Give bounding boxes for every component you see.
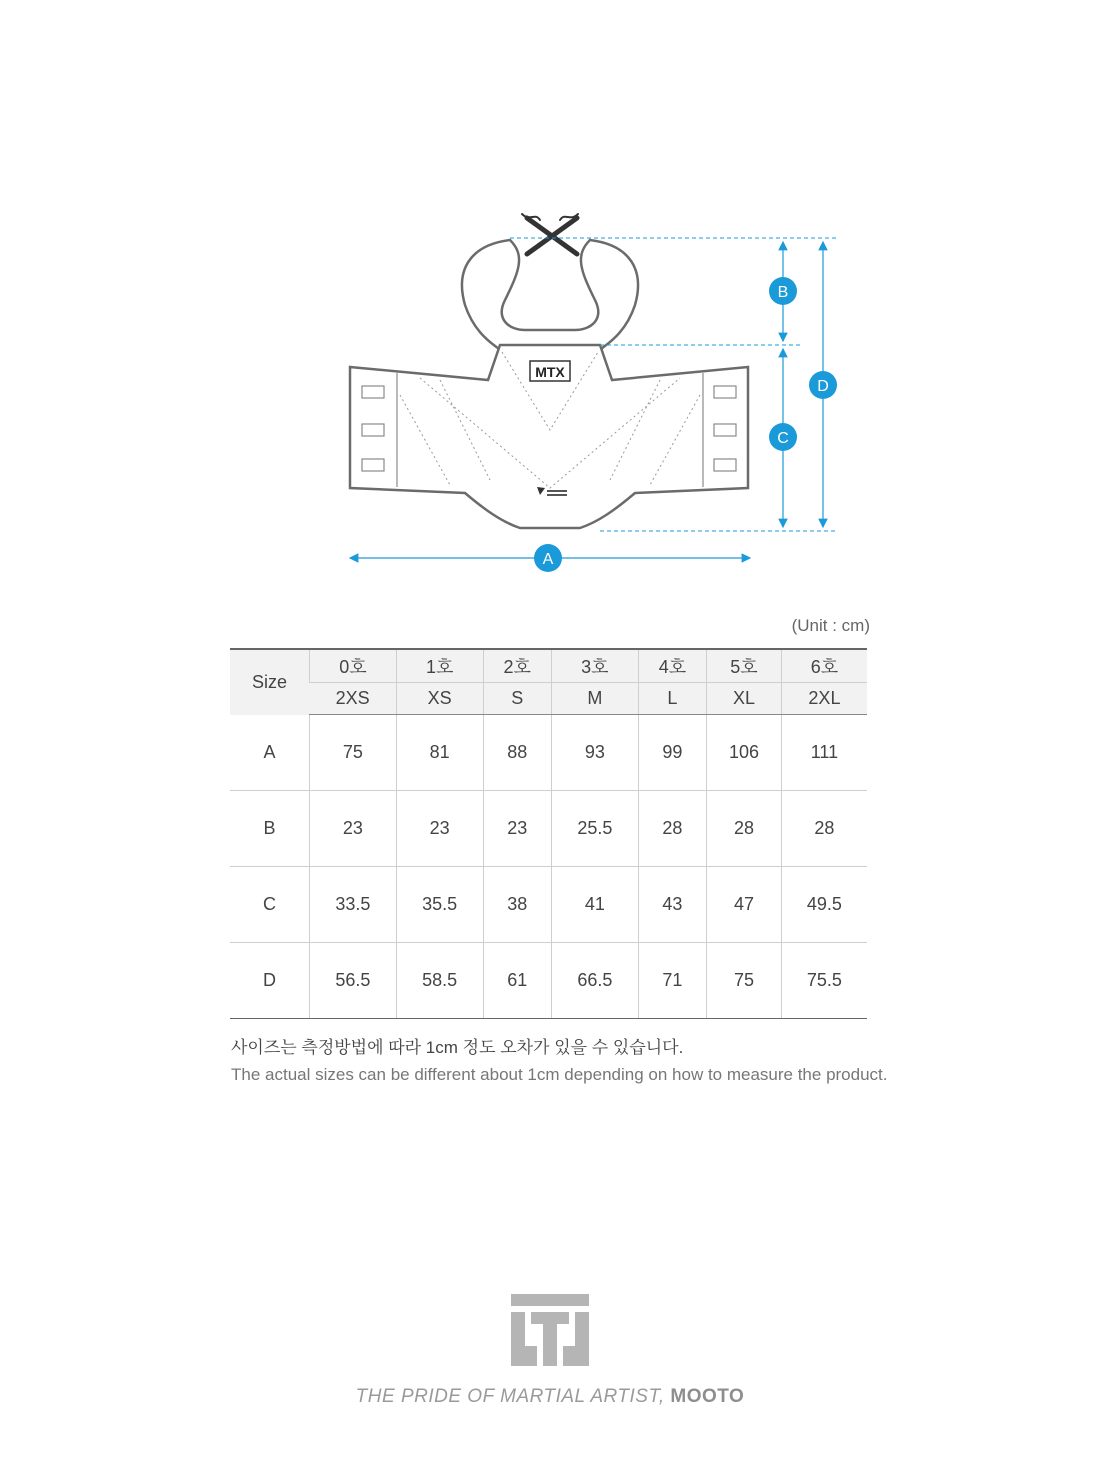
table-cell: 93 (551, 715, 638, 791)
table-cell: 47 (707, 867, 782, 943)
brand-name: MOOTO (670, 1386, 745, 1407)
table-cell: 75 (310, 715, 397, 791)
lace-icon (522, 214, 578, 254)
table-cell: 23 (310, 791, 397, 867)
slogan-text: THE PRIDE OF MARTIAL ARTIST, (355, 1386, 665, 1407)
svg-text:D: D (817, 378, 829, 395)
svg-text:A: A (542, 551, 554, 568)
vest-outline (350, 240, 748, 528)
column-header-ko: 5호 (707, 649, 782, 683)
row-label: D (230, 943, 310, 1019)
label-b (769, 277, 797, 305)
table-row (230, 943, 867, 1019)
table-cell: 75.5 (781, 943, 867, 1019)
table-cell: 111 (781, 715, 867, 791)
table-cell: 75 (707, 943, 782, 1019)
note-korean: 사이즈는 측정방법에 따라 1cm 정도 오차가 있을 수 있습니다. (231, 1038, 684, 1057)
footer-slogan (0, 1386, 1100, 1408)
size-table (230, 648, 867, 1019)
table-cell: 35.5 (396, 867, 483, 943)
table-cell: 81 (396, 715, 483, 791)
column-header-en: S (483, 683, 551, 715)
row-label: A (230, 715, 310, 791)
column-header-ko: 4호 (638, 649, 706, 683)
chest-protector-diagram (0, 0, 1100, 600)
table-cell: 106 (707, 715, 782, 791)
header-row-english (230, 683, 867, 715)
size-header: Size (230, 649, 310, 715)
column-header-ko: 3호 (551, 649, 638, 683)
column-header-en: M (551, 683, 638, 715)
svg-text:C: C (777, 430, 789, 447)
label-a (534, 544, 562, 572)
label-d (809, 371, 837, 399)
table-row (230, 867, 867, 943)
table-cell: 28 (781, 791, 867, 867)
svg-text:MTX: MTX (535, 364, 565, 380)
row-label: B (230, 791, 310, 867)
table-cell: 61 (483, 943, 551, 1019)
table-cell: 99 (638, 715, 706, 791)
table-cell: 49.5 (781, 867, 867, 943)
table-cell: 28 (638, 791, 706, 867)
column-header-en: L (638, 683, 706, 715)
table-cell: 25.5 (551, 791, 638, 867)
table-row (230, 791, 867, 867)
table-cell: 38 (483, 867, 551, 943)
table-row (230, 715, 867, 791)
column-header-ko: 6호 (781, 649, 867, 683)
column-header-ko: 1호 (396, 649, 483, 683)
column-header-en: XS (396, 683, 483, 715)
mooto-logo-icon (511, 1294, 589, 1366)
svg-text:B: B (777, 284, 789, 301)
column-header-en: XL (707, 683, 782, 715)
table-cell: 23 (396, 791, 483, 867)
unit-label: (Unit : cm) (791, 616, 870, 635)
vest-logo (530, 361, 570, 381)
header-row-korean (230, 649, 867, 683)
column-header-en: 2XL (781, 683, 867, 715)
column-header-en: 2XS (310, 683, 397, 715)
column-header-ko: 0호 (310, 649, 397, 683)
table-cell: 28 (707, 791, 782, 867)
table-cell: 58.5 (396, 943, 483, 1019)
table-cell: 23 (483, 791, 551, 867)
table-cell: 71 (638, 943, 706, 1019)
table-cell: 43 (638, 867, 706, 943)
table-cell: 33.5 (310, 867, 397, 943)
table-cell: 41 (551, 867, 638, 943)
row-label: C (230, 867, 310, 943)
table-cell: 88 (483, 715, 551, 791)
table-cell: 56.5 (310, 943, 397, 1019)
measurement-note (231, 1034, 888, 1088)
table-cell: 66.5 (551, 943, 638, 1019)
note-english: The actual sizes can be different about 1cm depending on how to measure the product. (231, 1065, 888, 1084)
label-c (769, 423, 797, 451)
column-header-ko: 2호 (483, 649, 551, 683)
